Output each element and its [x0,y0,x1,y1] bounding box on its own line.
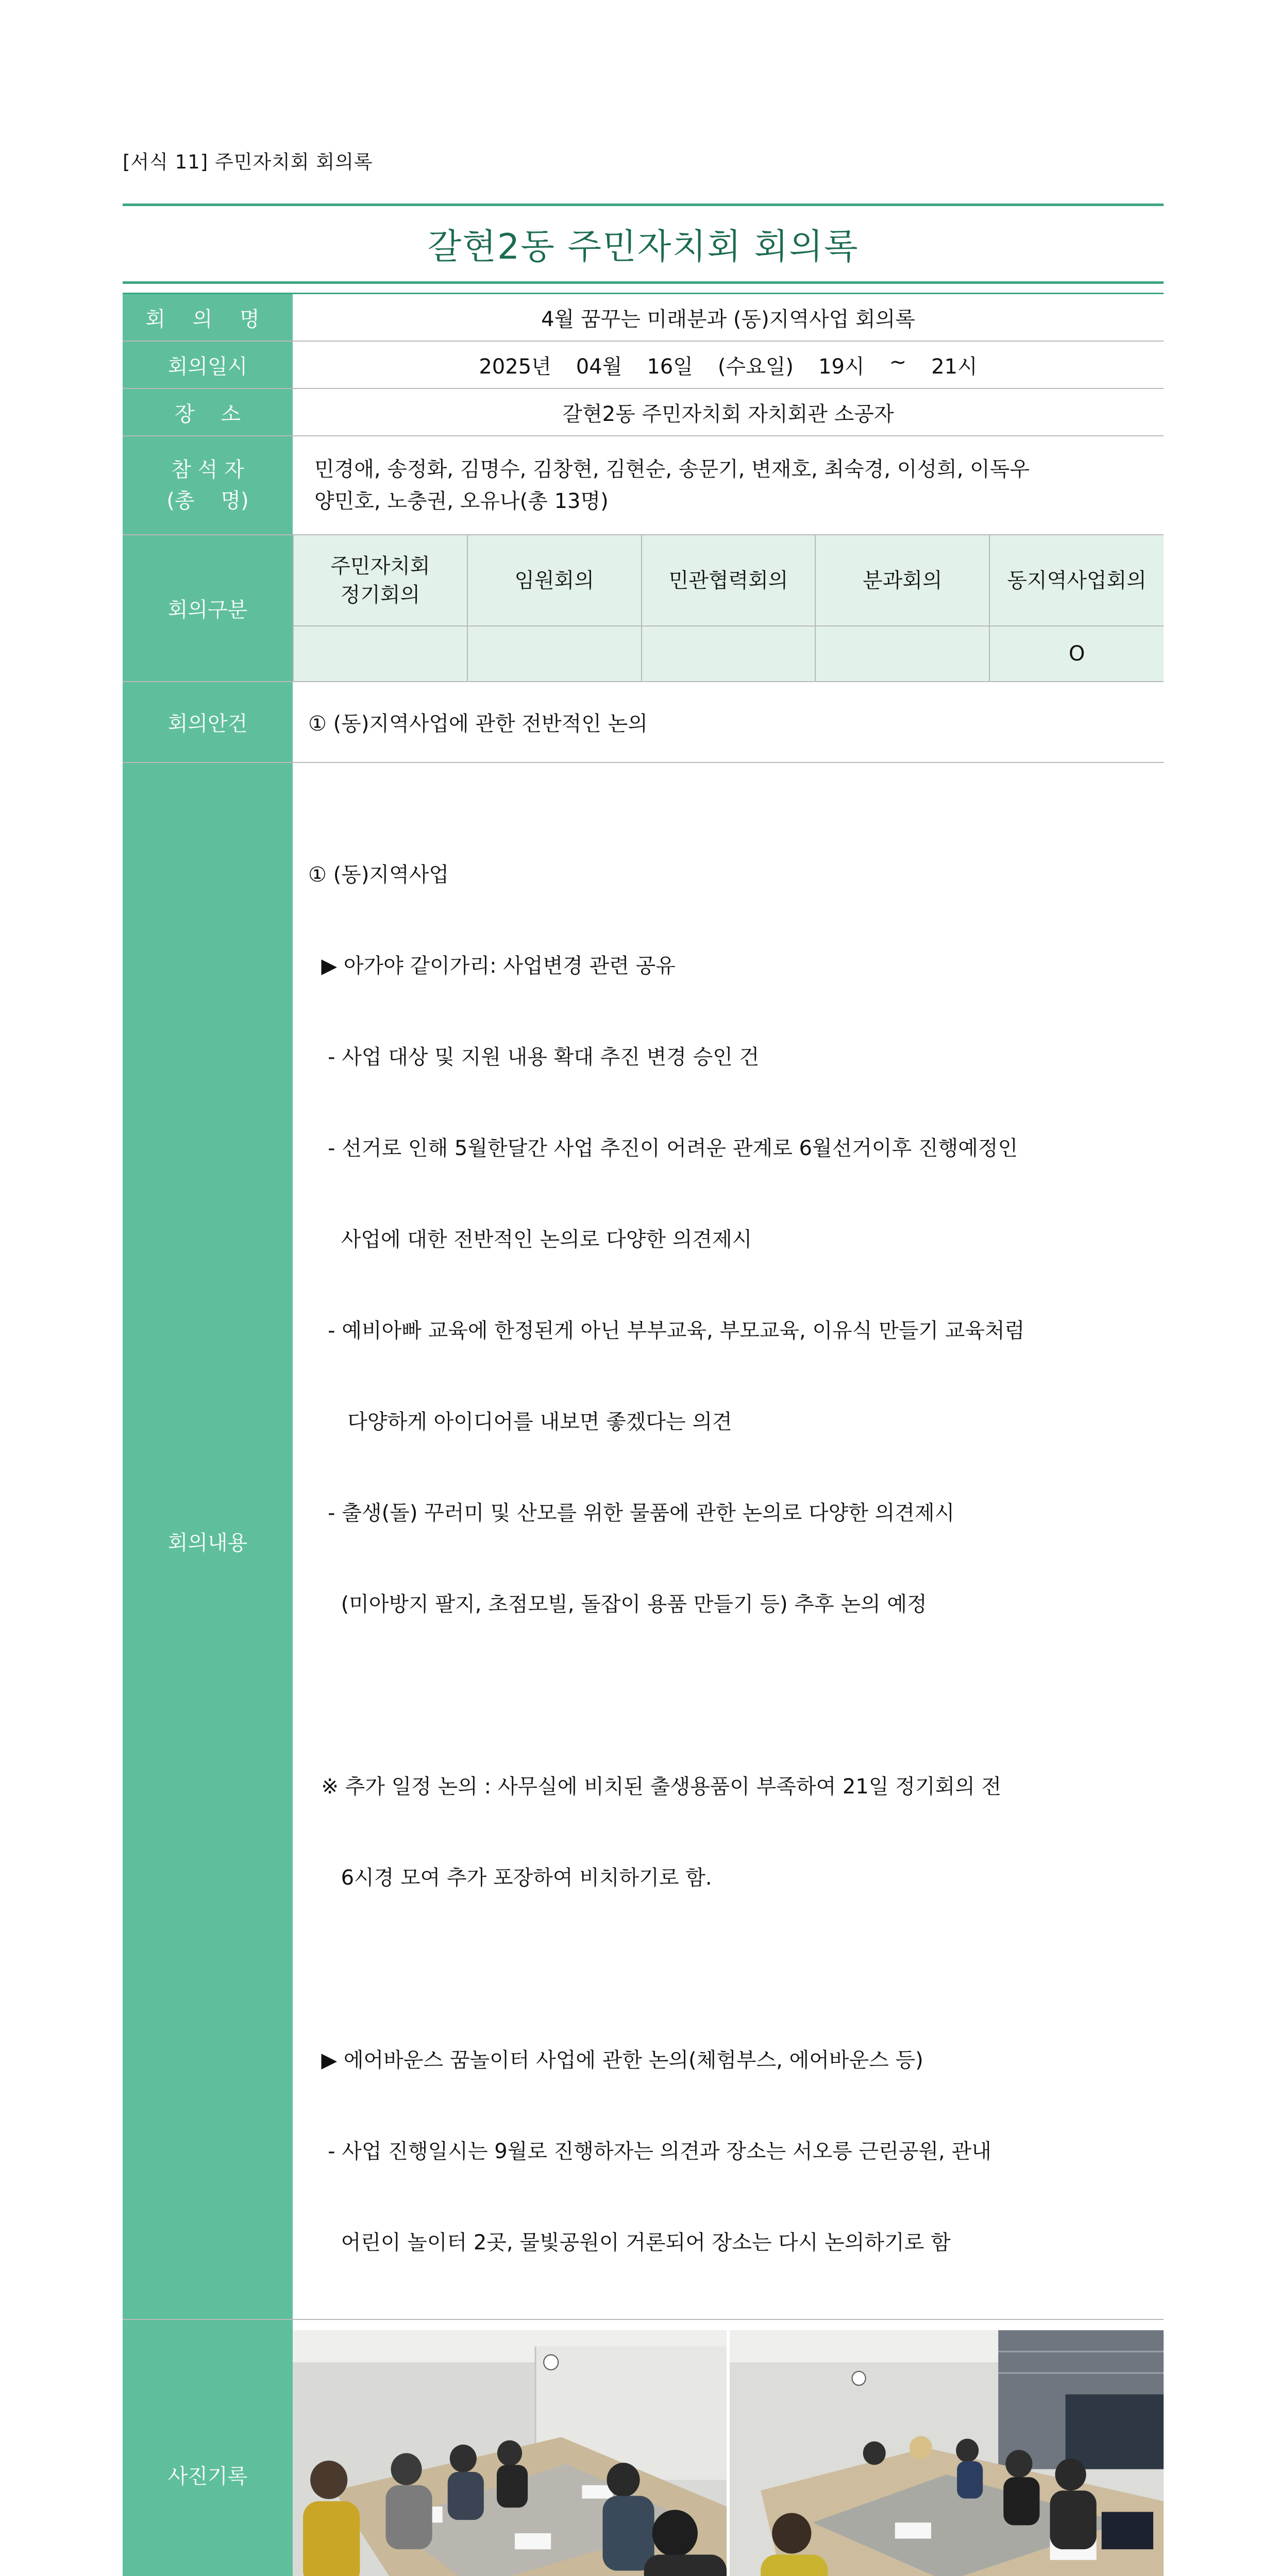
date-year: 2025년 [479,354,551,379]
date-start: 19시 [818,354,865,379]
content-line: - 선거로 인해 5월한달간 사업 추진이 어려운 관계로 6월선거이후 진행예정인 [308,1137,1018,1160]
place-value: 갈현2동 주민자치회 자치회관 소공자 [293,388,1164,436]
attendees-line2: 양민호, 노충권, 오유나(총 13명) [314,489,609,513]
agenda-value [293,682,1164,762]
type-mark-executive [467,626,642,681]
label-attendees-line1: 참 석 자 [171,458,244,482]
content-line: 사업에 대한 전반적인 논의로 다양한 의견제시 [308,1228,752,1251]
date-end: 21시 [931,354,978,379]
type-header-executive: 임원회의 [467,535,642,626]
photos-value [293,2319,1164,2576]
date-month: 04월 [576,354,623,379]
meeting-type-value [293,535,1164,682]
content-line: 다양하게 아이디어를 내보면 좋겠다는 의견 [308,1410,732,1434]
content-line: 어린이 놀이터 2곳, 물빛공원이 거론되어 장소는 다시 논의하기로 함 [308,2231,951,2255]
form-number: [서식 11] 주민자치회 회의록 [123,151,373,173]
date-day: 16일 [647,354,693,379]
document-title: 갈현2동 주민자치회 회의록 [427,226,859,267]
attendees-line1: 민경애, 송정화, 김명수, 김창현, 김현순, 송문기, 변재호, 최숙경, 이성희, 이독우 [314,457,1030,481]
content-value [293,762,1164,2319]
content-line: - 예비아빠 교육에 한정된게 아닌 부부교육, 부모교육, 이유식 만들기 교육처럼 [308,1319,1025,1343]
content-line [308,1681,1153,1711]
label-place: 장 소 [123,388,293,436]
meeting-photo-left [293,2330,727,2576]
type-mark-local-project: O [989,626,1164,681]
content-body [293,763,1164,2319]
meeting-name-value: 4월 꿈꾸는 미래분과 (동)지역사업 회의록 [293,294,1164,342]
type-mark-regular [293,626,467,681]
content-line: ▶ 에어바운스 꿈놀이터 사업에 관한 논의(체험부스, 에어바운스 등) [308,2048,923,2072]
label-content: 회의내용 [123,762,293,2319]
title-bar [123,204,1164,284]
content-line [308,1954,1153,1985]
content-line: - 사업 대상 및 지원 내용 확대 추진 변경 승인 건 [308,1045,760,1069]
type-mark-subcommittee [815,626,989,681]
label-photos: 사진기록 [123,2319,293,2576]
attendees-value [293,436,1164,535]
agenda-text: ① (동)지역사업에 관한 전반적인 논의 [308,712,648,736]
label-meeting-date: 회의일시 [123,341,293,388]
meeting-date-value [293,341,1164,388]
label-meeting-type: 회의구분 [123,535,293,682]
type-header-subcommittee: 분과회의 [815,535,989,626]
date-weekday: (수요일) [717,354,794,379]
content-line: - 사업 진행일시는 9월로 진행하자는 의견과 장소는 서오릉 근린공원, 관내 [308,2140,991,2163]
date-tilde: ~ [889,350,907,374]
label-meeting-name: 회 의 명 [123,294,293,342]
label-attendees-line2: (총 명) [166,489,249,513]
content-line: ① (동)지역사업 [308,863,449,887]
content-line: - 출생(돌) 꾸러미 및 산모를 위한 물품에 관한 논의로 다양한 의견제시 [308,1501,955,1525]
type-mark-public-private [642,626,816,681]
label-agenda: 회의안건 [123,682,293,762]
type-header-public-private: 민관협력회의 [642,535,816,626]
label-attendees [123,436,293,535]
content-line: 6시경 모여 추가 포장하여 비치하기로 함. [308,1866,712,1890]
type-header-local-project: 동지역사업회의 [989,535,1164,626]
content-line: (미아방지 팔지, 초점모빌, 돌잡이 용품 만들기 등) 추후 논의 예정 [308,1592,927,1616]
content-line: ※ 추가 일정 논의 : 사무실에 비치된 출생용품이 부족하여 21일 정기회의 전 [308,1775,1002,1799]
meeting-photo-right [730,2330,1164,2576]
content-line: ▶ 아가야 같이가리: 사업변경 관련 공유 [308,954,676,978]
minutes-form [123,293,1164,2576]
meeting-type-grid [293,535,1164,681]
type-header-regular: 주민자치회 정기회의 [293,535,467,626]
